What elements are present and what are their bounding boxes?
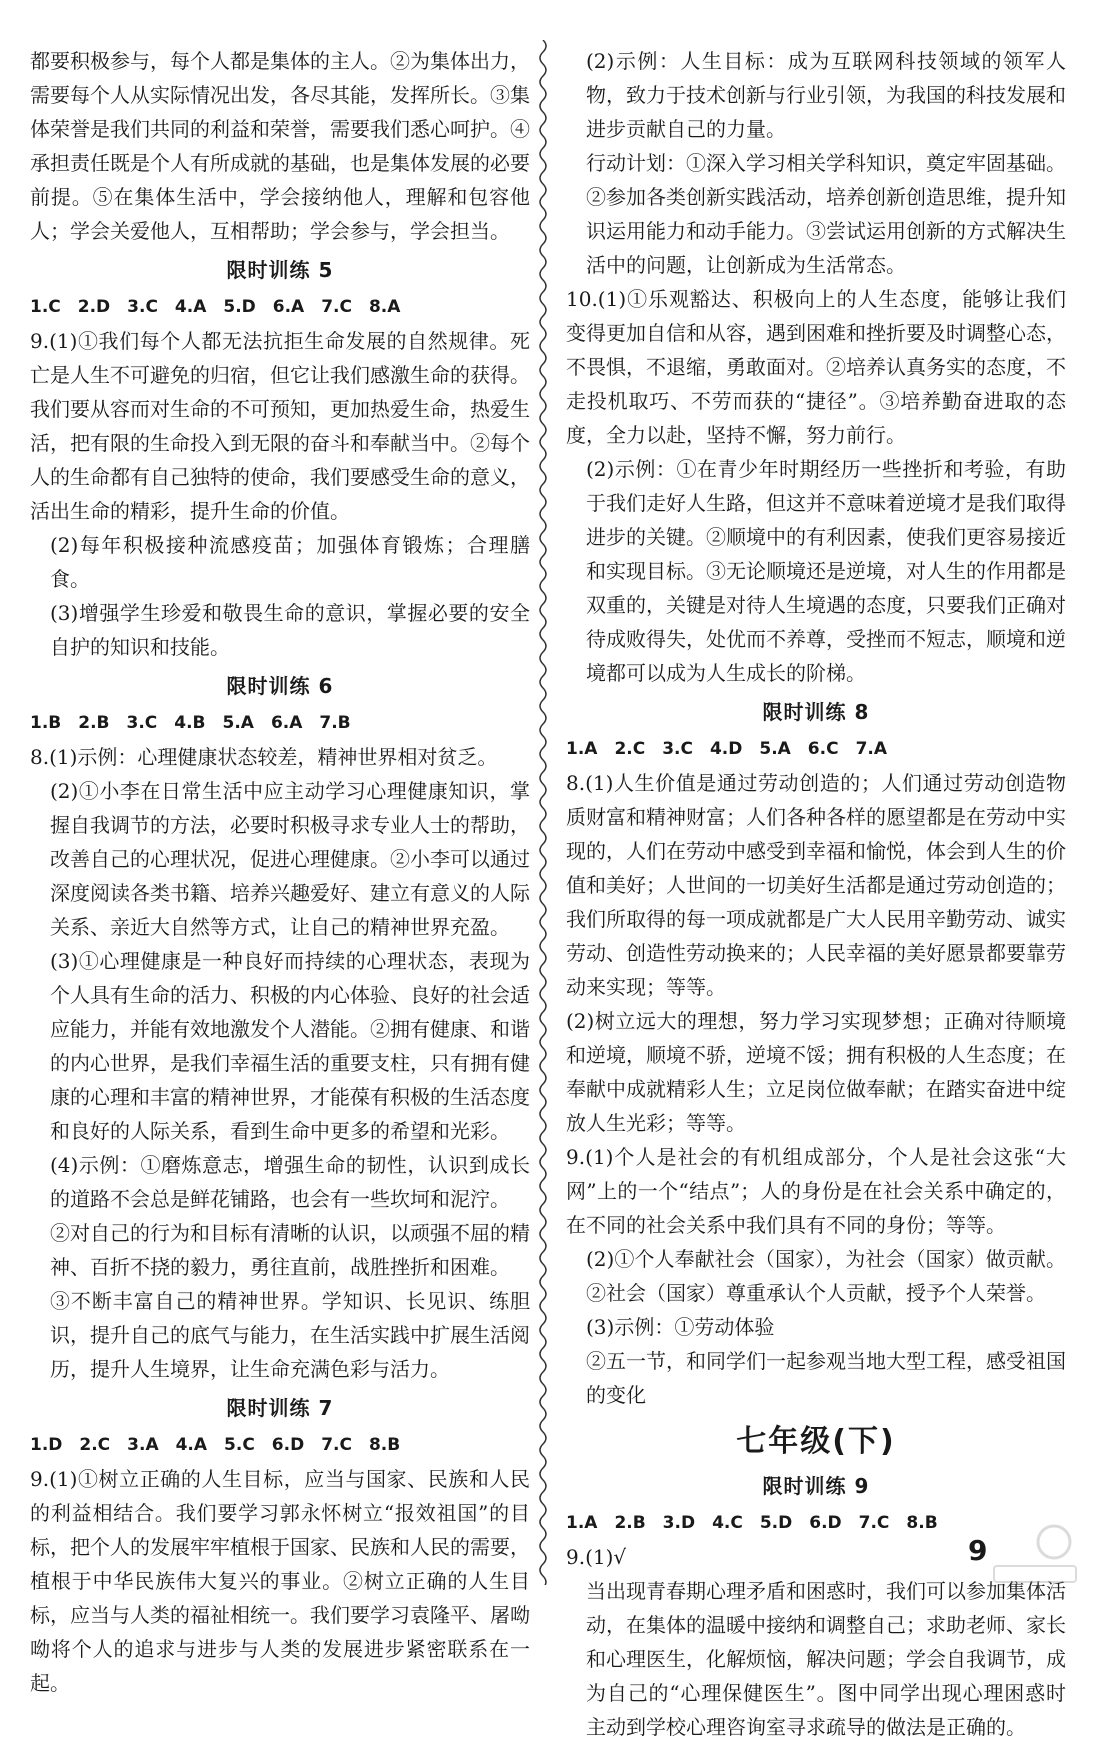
s8-q8-1: 8.(1)人生价值是通过劳动创造的；人们通过劳动创造物质财富和精神财富；人们各种各样的愿望都是在劳动中实现的，人们在劳动中感受到幸福和愉悦，体会到人生的价值和美好；人世间的一切美好生活都是通过劳动创造的；我们所取得的每一项成就都是广大人民用辛勤劳动、诚实劳动、创造性劳动换来的；人民幸福的美好愿景都要靠劳动来实现；等等。 xyxy=(566,771,1066,999)
s7-q9-2b: 行动计划：①深入学习相关学科知识，奠定牢固基础。②参加各类创新实践活动，培养创新创造思维，提升知识运用能力和动手能力。③尝试运用创新的方式解决生活中的问题，让创新成为生活常态。 xyxy=(586,151,1066,277)
s5-q9-2: (2)每年积极接种流感疫苗；加强体育锻炼；合理膳食。 xyxy=(50,533,530,591)
s6-q8-4c: ③不断丰富自己的精神世界。学知识、长见识、练胆识，提升自己的底气与能力，在生活实践中扩展生活阅历，提升人生境界，让生命充满色彩与活力。 xyxy=(50,1289,530,1381)
answer-row-7: 1.D 2.C 3.A 4.A 5.C 6.D 7.C 8.B xyxy=(30,1435,401,1455)
right-column xyxy=(566,44,1066,1744)
answer-row-8: 1.A 2.C 3.C 4.D 5.A 6.C 7.A xyxy=(566,739,888,759)
s7-q10-2: (2)示例：①在青少年时期经历一些挫折和考验，有助于我们走好人生路，但这并不意味着逆境才是我们取得进步的关键。②顺境中的有利因素，使我们更容易接近和实现目标。③无论顺境还是逆境，对人生的作用都是双重的，关键是对待人生境遇的态度，只要我们正确对待成败得失，处优而不养尊，受挫而不短志，顺境和逆境都可以成为人生成长的阶梯。 xyxy=(586,457,1066,685)
s5-q9-1: 9.(1)①我们每个人都无法抗拒生命发展的自然规律。死亡是人生不可避免的归宿，但它让我们感激生命的获得。我们要从容而对生命的不可预知，更加热爱生命，热爱生活，把有限的生命投入到无限的奋斗和奉献当中。②每个人的生命都有自己独特的使命，我们要感受生命的意义，活出生命的精彩，提升生命的价值。 xyxy=(30,329,530,523)
s8-q9-3b: ②五一节，和同学们一起参观当地大型工程，感受祖国的变化 xyxy=(586,1349,1066,1407)
section-title-8: 限时训练 8 xyxy=(762,700,870,724)
s7-q10-1: 10.(1)①乐观豁达、积极向上的人生态度，能够让我们变得更加自信和从容，遇到困难和挫折要及时调整心态，不畏惧，不退缩，勇敢面对。②培养认真务实的态度，不走投机取巧、不劳而获的“捷径”。③培养勤奋进取的态度，全力以赴，坚持不懈，努力前行。 xyxy=(566,287,1066,447)
s6-q8-4b: ②对自己的行为和目标有清晰的认识，以顽强不屈的精神、百折不挠的毅力，勇往直前，战胜挫折和困难。 xyxy=(50,1221,530,1279)
s8-q9-1: 9.(1)个人是社会的有机组成部分，个人是社会这张“大网”上的一个“结点”；人的身份是在社会关系中确定的，在不同的社会关系中我们具有不同的身份；等等。 xyxy=(566,1145,1066,1237)
answer-row-5: 1.C 2.D 3.C 4.A 5.D 6.A 7.C 8.A xyxy=(30,297,401,317)
s5-q9-3: (3)增强学生珍爱和敬畏生命的意识，掌握必要的安全自护的知识和技能。 xyxy=(50,601,530,659)
section-title-6: 限时训练 6 xyxy=(226,674,334,698)
s6-q8-2: (2)①小李在日常生活中应主动学习心理健康知识，掌握自我调节的方法，必要时积极寻求专业人士的帮助，改善自己的心理状况，促进心理健康。②小李可以通过深度阅读各类书籍、培养兴趣爱好、建立有意义的人际关系、亲近大自然等方式，让自己的精神世界充盈。 xyxy=(50,779,530,939)
page-number: 9 xyxy=(968,1534,988,1567)
s6-q8-1: 8.(1)示例：心理健康状态较差，精神世界相对贫乏。 xyxy=(30,745,498,769)
s7-q9-1: 9.(1)①树立正确的人生目标，应当与国家、民族和人民的利益相结合。我们要学习郭永怀树立“报效祖国”的目标，把个人的发展牢牢植根于国家、民族和人民的需要，植根于中华民族伟大复兴的事业。②树立正确的人生目标，应当与人类的福祉相统一。我们要学习袁隆平、屠呦呦将个人的追求与进步与人类的发展进步紧密联系在一起。 xyxy=(30,1467,530,1695)
s9-q9-1b: 当出现青春期心理矛盾和困惑时，我们可以参加集体活动，在集体的温暖中接纳和调整自己；求助老师、家长和心理医生，化解烦恼，解决问题；学会自我调节，成为自己的“心理保健医生”。图中同学出现心理困惑时主动到学校心理咨询室寻求疏导的做法是正确的。 xyxy=(586,1579,1066,1739)
section-title-7: 限时训练 7 xyxy=(226,1396,334,1420)
left-column xyxy=(30,44,530,1700)
section-title-9: 限时训练 9 xyxy=(762,1474,870,1498)
answer-row-6: 1.B 2.B 3.C 4.B 5.A 6.A 7.B xyxy=(30,713,351,733)
answer-row-9: 1.A 2.B 3.D 4.C 5.D 6.D 7.C 8.B xyxy=(566,1513,938,1533)
grade-heading: 七年级(下) xyxy=(736,1424,896,1459)
s9-q9-1: 9.(1)√ xyxy=(566,1545,627,1569)
s6-q8-3: (3)①心理健康是一种良好而持续的心理状态，表现为个人具有生命的活力、积极的内心体验、良好的社会适应能力，并能有效地激发个人潜能。②拥有健康、和谐的内心世界，是我们幸福生活的重要支柱，只有拥有健康的心理和丰富的精神世界，才能葆有积极的生活态度和良好的人际关系，看到生命中更多的希望和光彩。 xyxy=(50,949,530,1143)
wavy-divider xyxy=(536,40,550,1585)
s8-q8-2: (2)树立远大的理想，努力学习实现梦想；正确对待顺境和逆境，顺境不骄，逆境不馁；拥有积极的人生态度；在奉献中成就精彩人生；立足岗位做奉献；在踏实奋进中绽放人生光彩；等等。 xyxy=(566,1009,1066,1135)
s6-q8-4a: (4)示例：①磨炼意志，增强生命的韧性，认识到成长的道路不会总是鲜花铺路，也会有一些坎坷和泥泞。 xyxy=(50,1153,530,1211)
watermark-logo-icon xyxy=(984,1520,1084,1590)
s8-q9-2: (2)①个人奉献社会（国家），为社会（国家）做贡献。②社会（国家）尊重承认个人贡献，授予个人荣誉。 xyxy=(586,1247,1066,1305)
section-title-5: 限时训练 5 xyxy=(226,258,334,282)
intro-paragraph: 都要积极参与，每个人都是集体的主人。②为集体出力，需要每个人从实际情况出发，各尽其能，发挥所长。③集体荣誉是我们共同的利益和荣誉，需要我们悉心呵护。④承担责任既是个人有所成就的基础，也是集体发展的必要前提。⑤在集体生活中，学会接纳他人，理解和包容他人；学会关爱他人，互相帮助；学会参与，学会担当。 xyxy=(30,49,530,243)
s8-q9-3a: (3)示例：①劳动体验 xyxy=(586,1315,775,1339)
s7-q9-2a: (2)示例：人生目标：成为互联网科技领域的领军人物，致力于技术创新与行业引领，为我国的科技发展和进步贡献自己的力量。 xyxy=(586,49,1066,141)
